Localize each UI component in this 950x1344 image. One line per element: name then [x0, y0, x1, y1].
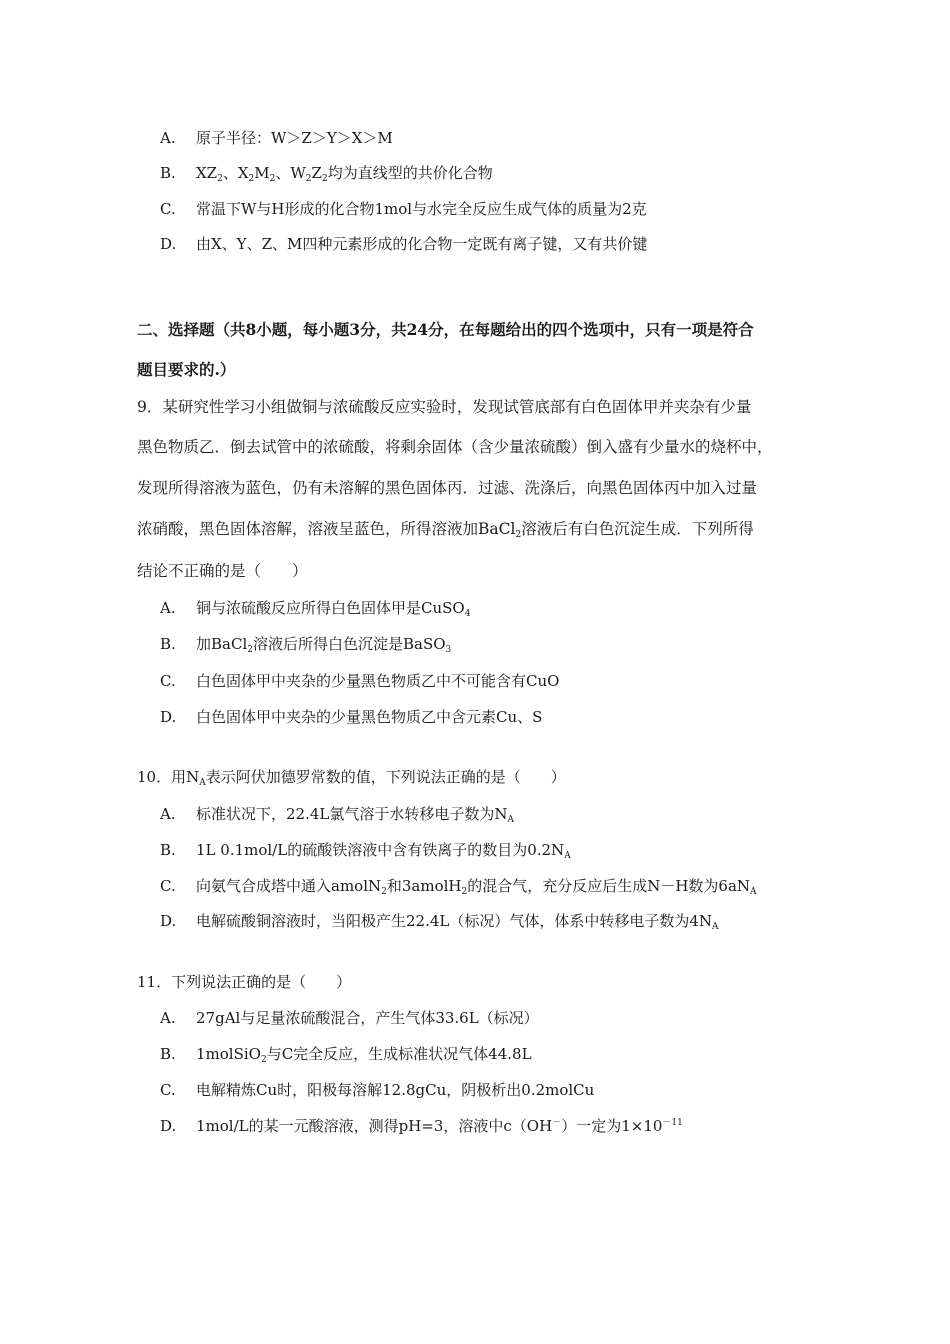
- option-letter: B.: [160, 1045, 176, 1063]
- q10-option-b: [160, 840, 571, 860]
- option-letter: D.: [160, 708, 177, 726]
- option-letter: A.: [160, 599, 176, 617]
- option-text: 1L 0.1mol/L的硫酸铁溶液中含有铁离子的数目为$0.2N_A$: [196, 841, 571, 861]
- option-letter: B.: [160, 164, 176, 182]
- option-text: 常温下W与H形成的化合物1mol与水完全反应生成气体的质量为2克: [196, 200, 647, 218]
- option-text: 由X、Y、Z、M四种元素形成的化合物一定既有离子键，又有共价键: [196, 235, 648, 253]
- q11-stem: 11．下列说法正确的是（ ）: [137, 973, 352, 991]
- option-text: 加BaCl$_2$溶液后所得白色沉淀是BaSO$_3$: [196, 635, 452, 655]
- option-letter: A.: [160, 1009, 176, 1027]
- q9-option-a: [160, 598, 470, 618]
- option-letter: D.: [160, 912, 177, 930]
- q9-option-b: [160, 634, 451, 654]
- q10-option-d: [160, 911, 719, 931]
- option-text: 白色固体甲中夹杂的少量黑色物质乙中含元素Cu、S: [196, 708, 543, 726]
- option-letter: C.: [160, 877, 176, 895]
- option-text: 27gAl与足量浓硫酸混合，产生气体33.6L（标况）: [196, 1009, 539, 1027]
- option-letter: C.: [160, 200, 176, 218]
- q11-option-d: [160, 1116, 683, 1136]
- option-text: 1mol/L的某一元酸溶液，测得pH=3，溶液中c（OH－）一定为$1\times 10^{-11}$: [196, 1117, 683, 1135]
- option-text: 电解硫酸铜溶液时，当阳极产生22.4L（标况）气体，体系中转移电子数为$4N_A$: [196, 912, 719, 932]
- q9-stem-line1: 9．某研究性学习小组做铜与浓硫酸反应实验时，发现试管底部有白色固体甲并夹杂有少量: [137, 398, 752, 416]
- q9-option-c: [160, 671, 559, 691]
- section-heading-line1: 二、选择题（共8小题，每小题3分，共24分，在每题给出的四个选项中，只有一项是符合: [137, 320, 754, 339]
- option-text: 白色固体甲中夹杂的少量黑色物质乙中不可能含有CuO: [196, 672, 560, 690]
- option-text: 原子半径：W＞Z＞Y＞X＞M: [196, 129, 393, 147]
- q11-option-b: [160, 1044, 532, 1064]
- q11-option-c: [160, 1080, 594, 1100]
- option-text: 1molSiO$_2$与C完全反应，生成标准状况气体44.8L: [196, 1045, 532, 1065]
- option-text: 向氨气合成塔中通入amolN$_2$和3amolH$_2$的混合气，充分反应后生成N－H数为$6aN_A$: [196, 877, 757, 897]
- q9-stem-line4: 浓硝酸，黑色固体溶解，溶液呈蓝色，所得溶液加BaCl$_2$溶液后有白色沉淀生成．下列所得: [137, 520, 754, 540]
- q8-option-c: [160, 199, 647, 219]
- option-letter: C.: [160, 1081, 176, 1099]
- q8-option-a: [160, 128, 393, 148]
- q9-stem-line5: 结论不正确的是（ ）: [137, 562, 308, 580]
- option-letter: D.: [160, 235, 177, 253]
- q11-option-a: [160, 1008, 539, 1028]
- q10-option-a: [160, 804, 514, 824]
- q10-stem: 10．用$N_A$表示阿伏加德罗常数的值，下列说法正确的是（ ）: [137, 768, 566, 788]
- option-letter: B.: [160, 635, 176, 653]
- option-letter: A.: [160, 129, 176, 147]
- option-text: 标准状况下，22.4L氯气溶于水转移电子数为$N_A$: [196, 805, 514, 825]
- option-letter: B.: [160, 841, 176, 859]
- option-text: 电解精炼Cu时，阳极每溶解12.8gCu，阴极析出0.2molCu: [196, 1081, 595, 1099]
- option-text: $XZ_2$、$X_2M_2$、$W_2Z_2$均为直线型的共价化合物: [196, 164, 493, 184]
- option-text: 铜与浓硫酸反应所得白色固体甲是CuSO$_4$: [196, 599, 471, 619]
- option-letter: C.: [160, 672, 176, 690]
- q8-option-d: [160, 234, 647, 254]
- option-letter: A.: [160, 805, 176, 823]
- section-heading-line2: 题目要求的.）: [137, 360, 236, 379]
- q9-stem-line3: 发现所得溶液为蓝色，仍有未溶解的黑色固体丙．过滤、洗涤后，向黑色固体丙中加入过量: [137, 479, 758, 497]
- q10-option-c: [160, 876, 757, 896]
- q8-option-b: [160, 163, 493, 183]
- q9-stem-line2: 黑色物质乙．倒去试管中的浓硫酸，将剩余固体（含少量浓硫酸）倒入盛有少量水的烧杯中，: [137, 438, 773, 456]
- option-letter: D.: [160, 1117, 177, 1135]
- q9-option-d: [160, 707, 542, 727]
